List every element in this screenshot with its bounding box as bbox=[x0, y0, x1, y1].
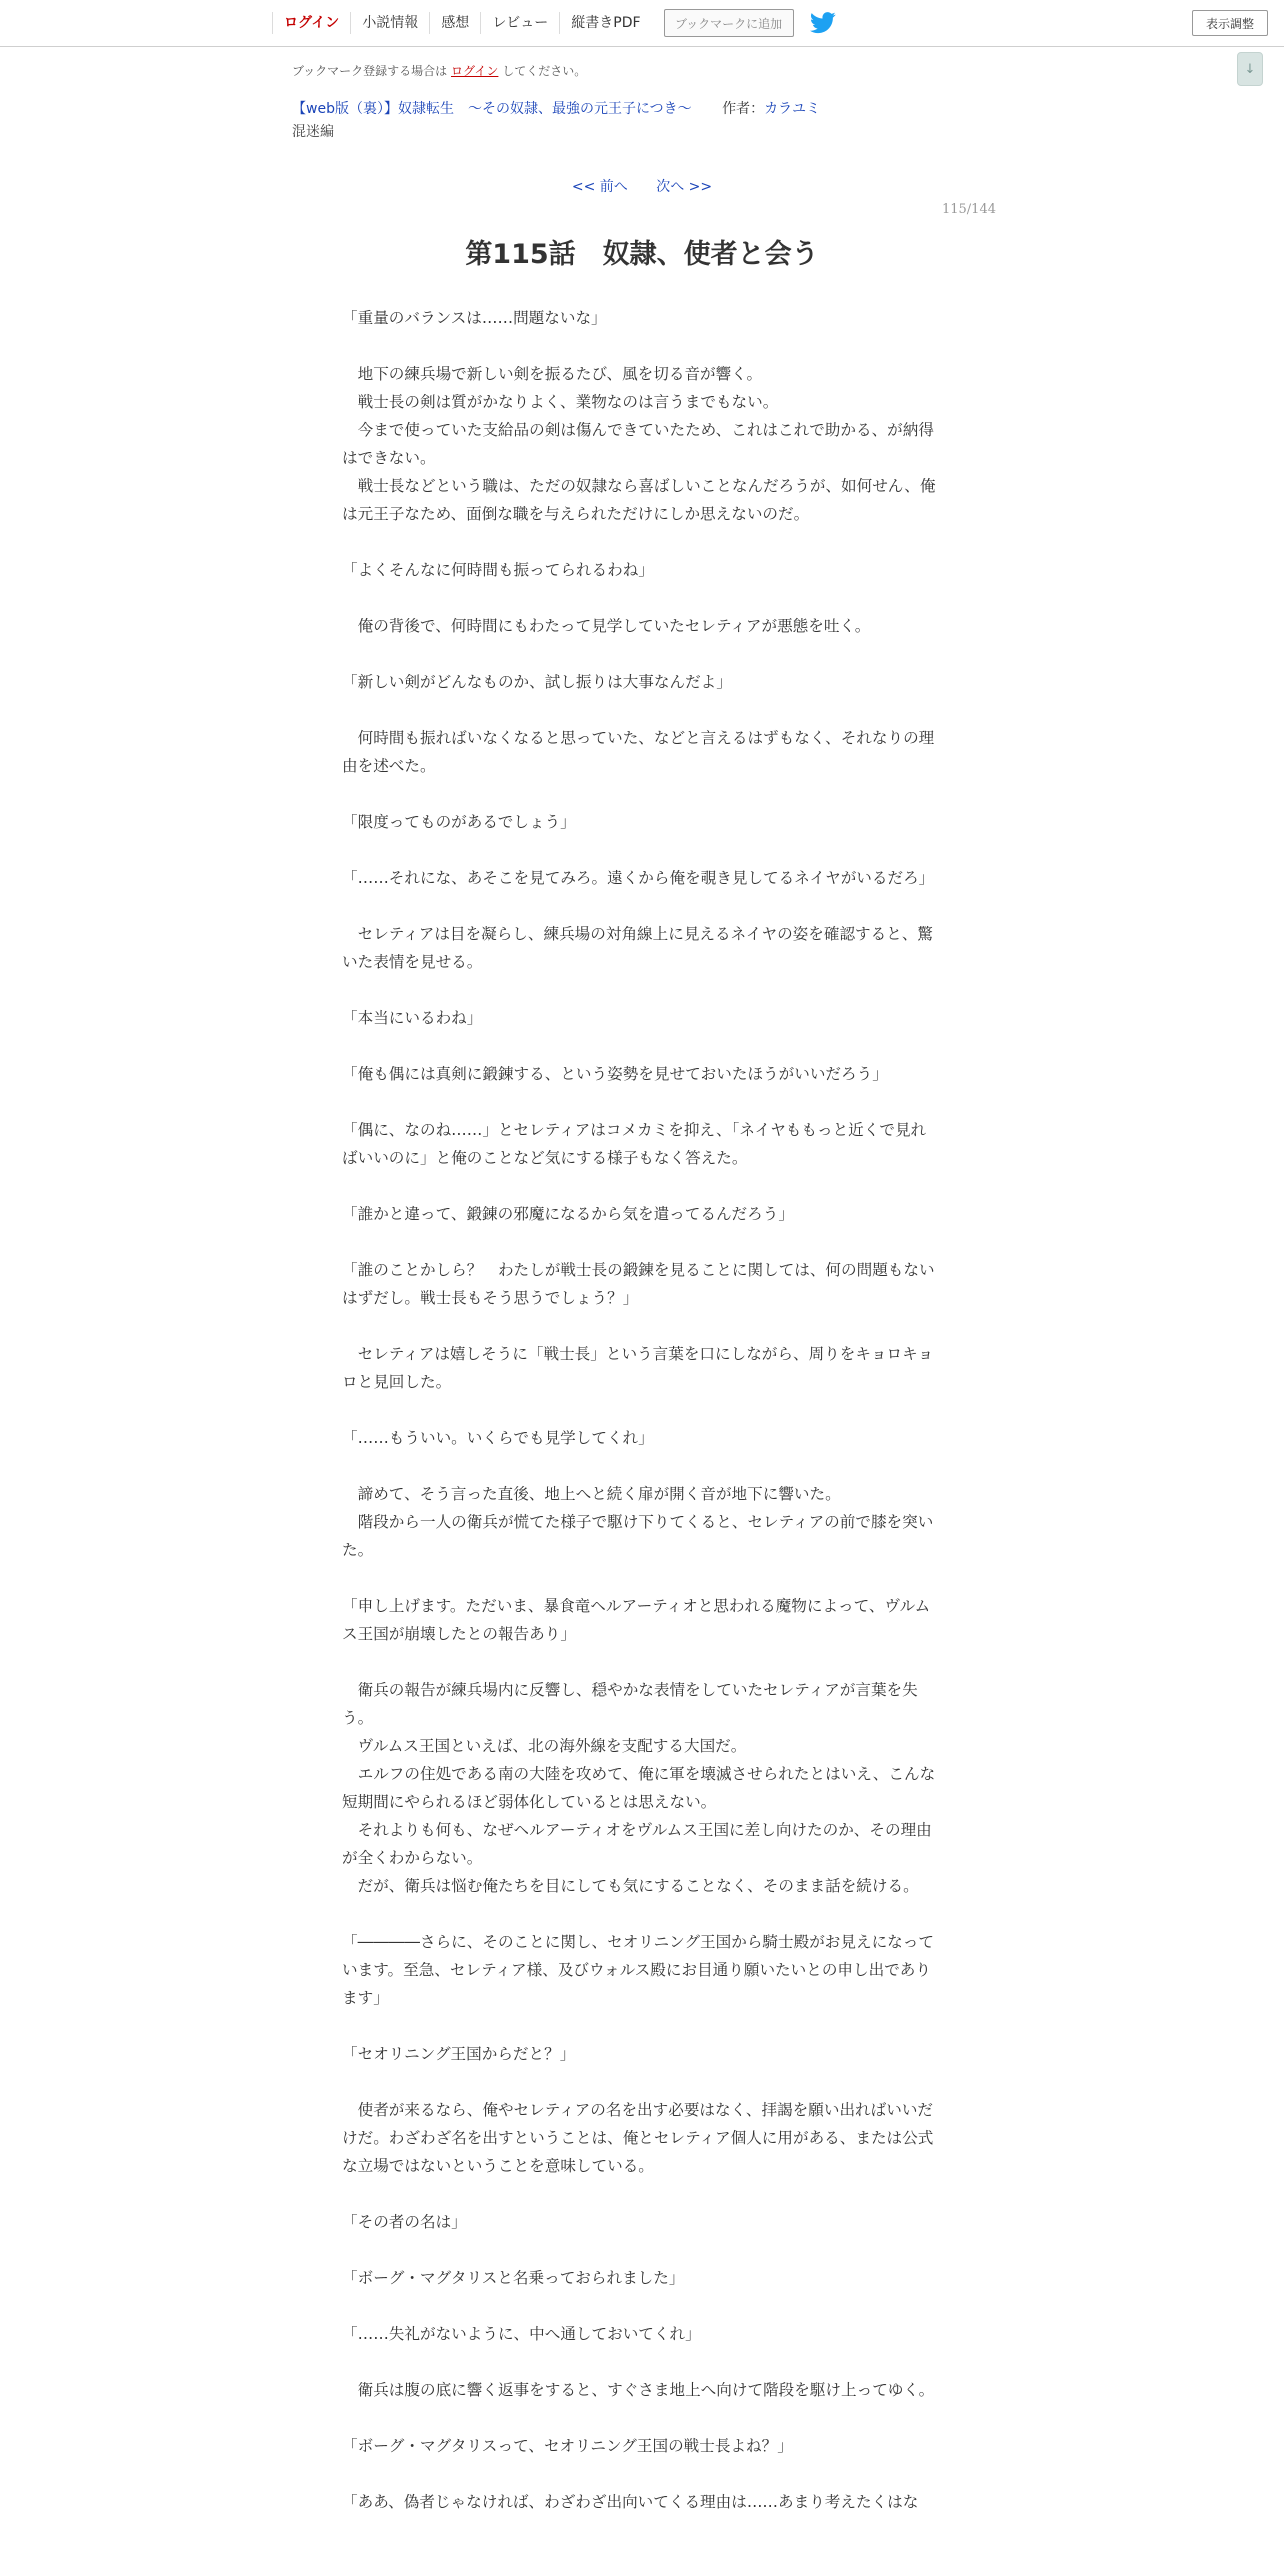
body-line: エルフの住処である南の大陸を攻めて、俺に軍を壊滅させられたとはいえ、こんな短期間にやられるほど弱体化しているとは思えない。 bbox=[342, 1765, 936, 1811]
body-line: 「……それにな、あそこを見てみろ。遠くから俺を覗き見してるネイヤがいるだろ」 bbox=[342, 869, 935, 887]
body-line: 「重量のバランスは……問題ないな」 bbox=[342, 309, 607, 327]
blank-line bbox=[342, 1900, 936, 1928]
body-line: 衛兵の報告が練兵場内に反響し、穏やかな表情をしていたセレティアが言葉を失う。 bbox=[342, 1681, 918, 1727]
blank-line bbox=[342, 640, 936, 668]
body-line: 「その者の名は」 bbox=[342, 2213, 467, 2231]
nav-login[interactable]: ログイン bbox=[272, 12, 350, 34]
body-line: 「ボーグ・マグタリスって、セオリニング王国の戦士長よね？」 bbox=[342, 2437, 793, 2455]
nav-review[interactable]: レビュー bbox=[480, 12, 559, 34]
twitter-icon[interactable] bbox=[810, 12, 836, 34]
blank-line bbox=[342, 836, 936, 864]
blank-line bbox=[342, 1648, 936, 1676]
next-chapter-link[interactable]: 次へ >> bbox=[656, 179, 713, 195]
body-line: だが、衛兵は悩む俺たちを目にしても気にすることなく、そのまま話を続ける。 bbox=[342, 1877, 919, 1895]
body-line: 「申し上げます。ただいま、暴食竜ヘルアーティオと思われる魔物によって、ヴルムス王国が崩壊したとの報告あり」 bbox=[342, 1597, 931, 1643]
body-line: 「偶に、なのね……」とセレティアはコメカミを抑え、「ネイヤももっと近くで見ればいいのに」と俺のことなど気にする様子もなく答えた。 bbox=[342, 1121, 927, 1167]
display-settings-button[interactable]: 表示調整 bbox=[1192, 10, 1268, 36]
blank-line bbox=[342, 528, 936, 556]
body-line: セレティアは目を凝らし、練兵場の対角線上に見えるネイヤの姿を確認すると、驚いた表情を見せる。 bbox=[342, 925, 934, 971]
body-line: 「限度ってものがあるでしょう」 bbox=[342, 813, 576, 831]
body-line: 「――――さらに、そのことに関し、セオリニング王国から騎士殿がお見えになっています。至急、セレティア様、及びウォルス殿にお目通り願いたいとの申し出であります」 bbox=[342, 1933, 934, 2007]
body-line: 何時間も振ればいなくなると思っていた、などと言えるはずもなく、それなりの理由を述べた。 bbox=[342, 729, 935, 775]
blank-line bbox=[342, 976, 936, 1004]
blank-line bbox=[342, 1228, 936, 1256]
nav-impressions[interactable]: 感想 bbox=[429, 12, 480, 34]
scroll-down-button[interactable]: ↓ bbox=[1237, 52, 1263, 86]
series-title-link[interactable]: 【web版（裏）】奴隷転生 ～その奴隷、最強の元王子につき～ bbox=[292, 101, 692, 117]
body-line: 衛兵は腹の底に響く返事をすると、すぐさま地上へ向けて階段を駆け上ってゆく。 bbox=[342, 2381, 935, 2399]
blank-line bbox=[342, 696, 936, 724]
blank-line bbox=[342, 332, 936, 360]
nav-novel-info[interactable]: 小説情報 bbox=[350, 12, 429, 34]
blank-line bbox=[342, 584, 936, 612]
body-line: 俺の背後で、何時間にもわたって見学していたセレティアが悪態を吐く。 bbox=[342, 617, 871, 635]
chapter-pager bbox=[0, 176, 1284, 196]
body-line: 「本当にいるわね」 bbox=[342, 1009, 483, 1027]
body-line: 「俺も偶には真剣に鍛錬する、という姿勢を見せておいたほうがいいだろう」 bbox=[342, 1065, 888, 1083]
body-line: 「……もういい。いくらでも見学してくれ」 bbox=[342, 1429, 654, 1447]
blank-line bbox=[342, 2292, 936, 2320]
blank-line bbox=[342, 2348, 936, 2376]
prev-chapter-link[interactable]: << 前へ bbox=[571, 179, 628, 195]
bookmark-note-prefix: ブックマーク登録する場合は bbox=[292, 64, 448, 78]
blank-line bbox=[342, 2068, 936, 2096]
main-nav bbox=[272, 8, 836, 38]
blank-line bbox=[342, 1032, 936, 1060]
nav-vertical-pdf[interactable]: 縦書きPDF bbox=[559, 12, 651, 34]
body-line: 戦士長の剣は質がかなりよく、業物なのは言うまでもない。 bbox=[342, 393, 779, 411]
blank-line bbox=[342, 2012, 936, 2040]
chapter-group-label: 混迷編 bbox=[292, 124, 334, 140]
body-line: ヴルムス王国といえば、北の海外線を支配する大国だ。 bbox=[342, 1737, 747, 1755]
bookmark-login-note bbox=[292, 62, 586, 79]
blank-line bbox=[342, 1396, 936, 1424]
body-line: 「誰のことかしら？ わたしが戦士長の鍛錬を見ることに関しては、何の問題もないはずだし。戦士長もそう思うでしょう？」 bbox=[342, 1261, 935, 1307]
top-toolbar bbox=[0, 0, 1284, 47]
blank-line bbox=[342, 1088, 936, 1116]
blank-line bbox=[342, 1564, 936, 1592]
blank-line bbox=[342, 1312, 936, 1340]
body-line: 戦士長などという職は、ただの奴隷なら喜ばしいことなんだろうが、如何せん、俺は元王子なため、面倒な職を与えられただけにしか思えないのだ。 bbox=[342, 477, 936, 523]
add-bookmark-button[interactable]: ブックマークに追加 bbox=[664, 9, 794, 37]
blank-line bbox=[342, 780, 936, 808]
chapter-count: 115/144 bbox=[941, 202, 996, 217]
blank-line bbox=[342, 2404, 936, 2432]
body-line: 使者が来るなら、俺やセレティアの名を出す必要はなく、拝謁を願い出ればいいだけだ。わざわざ名を出すということは、俺とセレティア個人に用がある、または公式な立場ではないということを意味している。 bbox=[342, 2101, 934, 2175]
blank-line bbox=[342, 892, 936, 920]
body-line: 「ああ、偽者じゃなければ、わざわざ出向いてくる理由は……あまり考えたくはな bbox=[342, 2493, 919, 2511]
blank-line bbox=[342, 2460, 936, 2488]
blank-line bbox=[342, 1452, 936, 1480]
body-line: 諦めて、そう言った直後、地上へと続く扉が開く音が地下に響いた。 bbox=[342, 1485, 841, 1503]
body-line: 「ボーグ・マグタリスと名乗っておられました」 bbox=[342, 2269, 685, 2287]
bookmark-note-login-link[interactable]: ログイン bbox=[451, 64, 499, 78]
bookmark-note-suffix: してください。 bbox=[502, 64, 587, 78]
chapter-body bbox=[342, 304, 936, 2516]
blank-line bbox=[342, 2180, 936, 2208]
series-info bbox=[292, 98, 820, 118]
blank-line bbox=[342, 2236, 936, 2264]
body-line: 「新しい剣がどんなものか、試し振りは大事なんだよ」 bbox=[342, 673, 732, 691]
body-line: 地下の練兵場で新しい剣を振るたび、風を切る音が響く。 bbox=[342, 365, 763, 383]
chapter-title: 第115話 奴隷、使者と会う bbox=[465, 239, 819, 270]
body-line: 「セオリニング王国からだと？」 bbox=[342, 2045, 576, 2063]
body-line: セレティアは嬉しそうに「戦士長」という言葉を口にしながら、周りをキョロキョロと見回した。 bbox=[342, 1345, 934, 1391]
blank-line bbox=[342, 1172, 936, 1200]
body-line: 「よくそんなに何時間も振ってられるわね」 bbox=[342, 561, 654, 579]
body-line: 「……失礼がないように、中へ通しておいてくれ」 bbox=[342, 2325, 701, 2343]
body-line: 「誰かと違って、鍛錬の邪魔になるから気を遣ってるんだろう」 bbox=[342, 1205, 794, 1223]
author-link[interactable]: カラユミ bbox=[764, 101, 821, 117]
author-label: 作者： bbox=[722, 101, 765, 117]
body-line: それよりも何も、なぜヘルアーティオをヴルムス王国に差し向けたのか、その理由が全くわからない。 bbox=[342, 1821, 932, 1867]
body-line: 階段から一人の衛兵が慌てた様子で駆け下りてくると、セレティアの前で膝を突いた。 bbox=[342, 1513, 934, 1559]
body-line: 今まで使っていた支給品の剣は傷んできていたため、これはこれで助かる、が納得はできない。 bbox=[342, 421, 934, 467]
